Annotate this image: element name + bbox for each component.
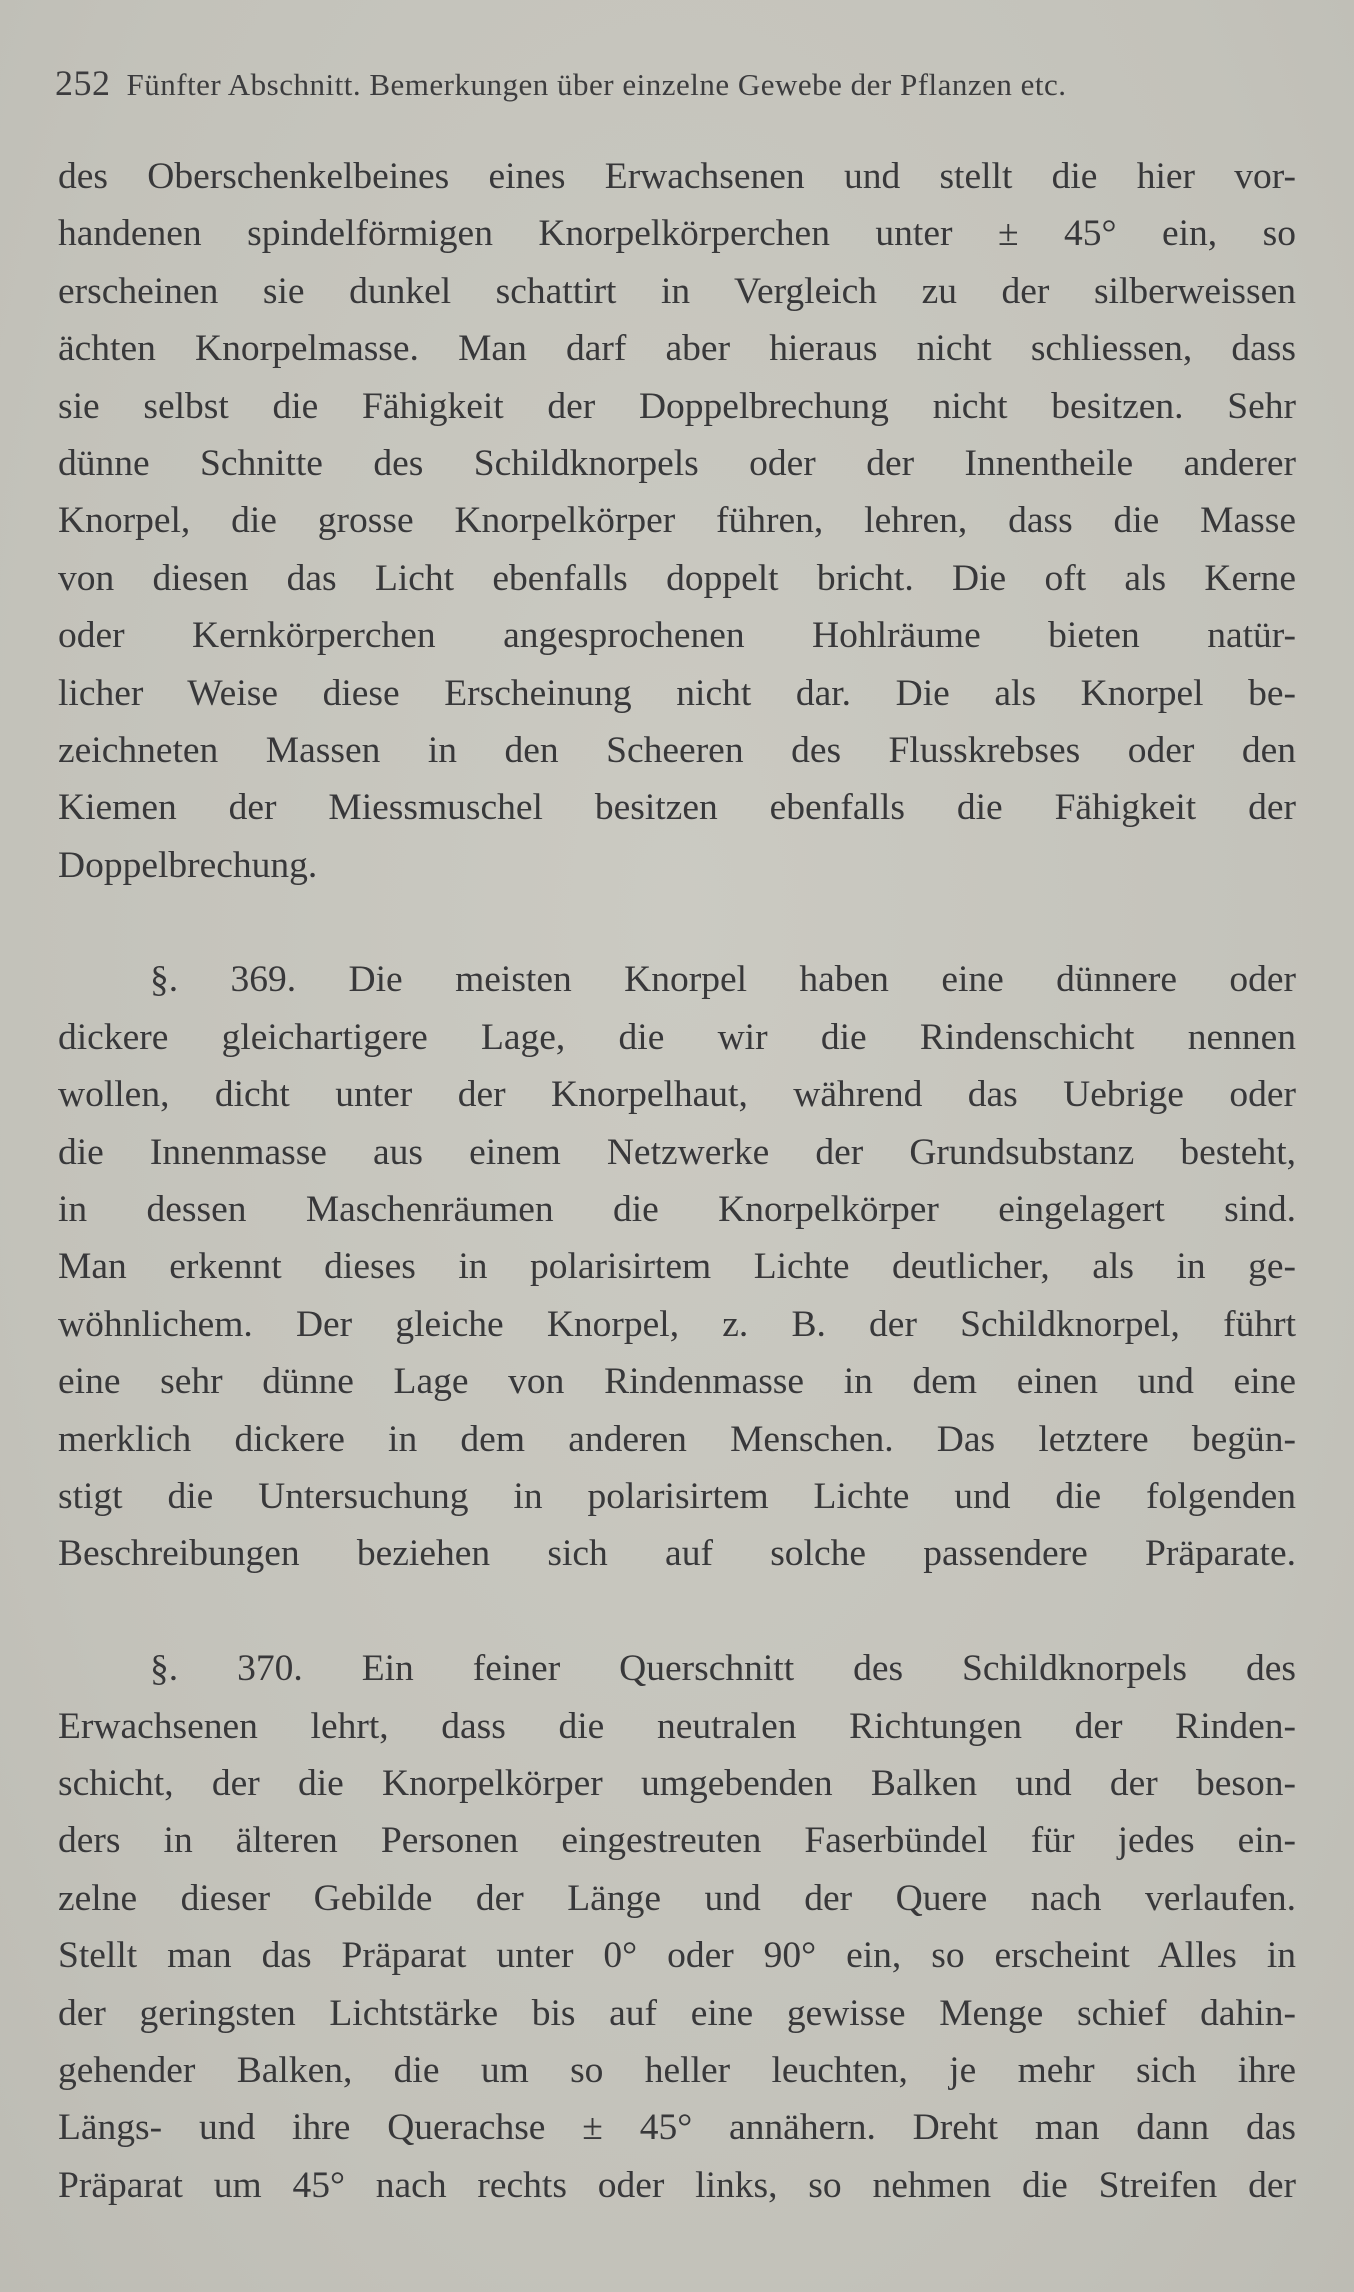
text-line: ächten Knorpelmasse. Man darf aber hieraus nicht schliessen, dass (58, 328, 1296, 370)
text-line: erscheinen sie dunkel schattirt in Vergleich zu der silberweissen (58, 270, 1296, 312)
text-line: in dessen Maschenräumen die Knorpelkörper eingelagert sind. (58, 1189, 1296, 1231)
paragraph (58, 951, 1296, 1582)
page-number: 252 (55, 63, 111, 103)
text-line: Doppelbrechung. (58, 844, 318, 886)
text-line: zelne dieser Gebilde der Länge und der Quere nach verlaufen. (58, 1877, 1296, 1919)
text-line: von diesen das Licht ebenfalls doppelt bricht. Die oft als Kerne (58, 557, 1296, 599)
text-line: handenen spindelförmigen Knorpelkörperchen unter ± 45° ein, so (58, 213, 1296, 255)
text-line: Beschreibungen beziehen sich auf solche passendere Präparate. (58, 1533, 1296, 1575)
text-line: der geringsten Lichtstärke bis auf eine gewisse Menge schief dahin- (58, 1992, 1296, 2034)
text-line: merklich dickere in dem anderen Menschen. Das letztere begün- (58, 1418, 1296, 1460)
text-line: Knorpel, die grosse Knorpelkörper führen, lehren, dass die Masse (58, 500, 1296, 542)
text-line: des Oberschenkelbeines eines Erwachsenen und stellt die hier vor- (58, 156, 1296, 197)
text-line: licher Weise diese Erscheinung nicht dar. Die als Knorpel be- (58, 672, 1296, 714)
text-line: §. 370. Ein feiner Querschnitt des Schildknorpels des (150, 1648, 1296, 1690)
text-line: die Innenmasse aus einem Netzwerke der Grundsubstanz besteht, (58, 1131, 1296, 1173)
paragraph-gap (58, 894, 1296, 951)
text-line: sie selbst die Fähigkeit der Doppelbrechung nicht besitzen. Sehr (58, 385, 1296, 427)
text-line: Stellt man das Präparat unter 0° oder 90° ein, so erscheint Alles in (58, 1935, 1296, 1977)
text-line: dickere gleichartigere Lage, die wir die Rindenschicht nennen (58, 1016, 1296, 1058)
text-line: Erwachsenen lehrt, dass die neutralen Richtungen der Rinden- (58, 1705, 1296, 1747)
running-title: Fünfter Abschnitt. Bemerkungen über einzelne Gewebe der Pflanzen etc. (126, 67, 1067, 102)
text-line: zeichneten Massen in den Scheeren des Flusskrebses oder den (58, 729, 1296, 771)
text-line: wöhnlichem. Der gleiche Knorpel, z. B. der Schildknorpel, führt (58, 1303, 1296, 1345)
text-line: Längs- und ihre Querachse ± 45° annähern. Dreht man dann das (58, 2107, 1296, 2149)
paragraph (58, 1640, 1296, 2214)
paragraph (58, 148, 1296, 894)
body-text (58, 148, 1296, 2214)
text-line: gehender Balken, die um so heller leuchten, je mehr sich ihre (58, 2049, 1296, 2091)
text-line: §. 369. Die meisten Knorpel haben eine dünnere oder (150, 959, 1296, 1001)
text-line: wollen, dicht unter der Knorpelhaut, während das Uebrige oder (58, 1074, 1296, 1116)
text-line: schicht, der die Knorpelkörper umgebenden Balken und der beson- (58, 1762, 1296, 1804)
text-line: Präparat um 45° nach rechts oder links, so nehmen die Streifen der (58, 2164, 1296, 2206)
text-line: stigt die Untersuchung in polarisirtem Lichte und die folgenden (58, 1475, 1296, 1517)
text-line: dünne Schnitte des Schildknorpels oder der Innentheile anderer (58, 442, 1296, 484)
text-line: ders in älteren Personen eingestreuten Faserbündel für jedes ein- (58, 1820, 1296, 1862)
running-head (55, 62, 1295, 112)
text-line: oder Kernkörperchen angesprochenen Hohlräume bieten natür- (58, 615, 1296, 657)
text-line: Man erkennt dieses in polarisirtem Lichte deutlicher, als in ge- (58, 1246, 1296, 1288)
paragraph-gap (58, 1583, 1296, 1640)
text-line: eine sehr dünne Lage von Rindenmasse in dem einen und eine (58, 1361, 1296, 1403)
text-line: Kiemen der Miessmuschel besitzen ebenfalls die Fähigkeit der (58, 787, 1296, 829)
